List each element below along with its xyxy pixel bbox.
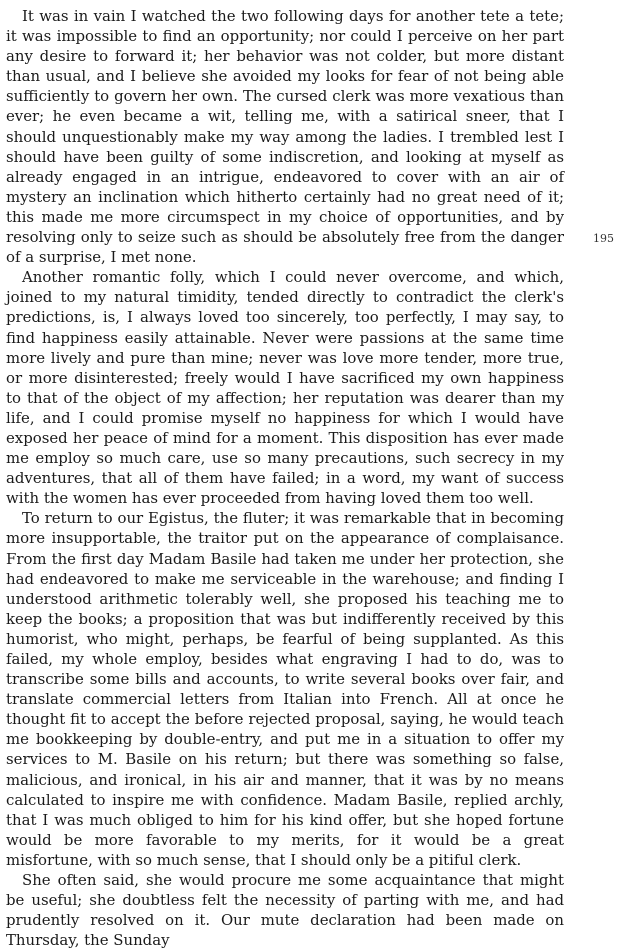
page-number: 195	[593, 232, 614, 245]
paragraph-3: To return to our Egistus, the fluter; it was remarkable that in becoming more insupportable, the traitor put on the appearance of complaisance. From the first day Madam Basile had taken me under her protection, she had endeavored to make me serviceable in the warehouse; and finding I understood arithmetic tolerably well, she proposed his teaching me to keep the books; a proposition that was but indifferently received by this humorist, who might, perhaps, be fearful of being supplanted. As this failed, my whole employ, besides what engraving I had to do, was to transcribe some bills and accounts, to write several books over fair, and translate commercial letters from Italian into French. All at once he thought fit to accept the before rejected proposal, saying, he would teach me bookkeeping by double-entry, and put me in a situation to offer my services to M. Basile on his return; but there was something so false, malicious, and ironical, in his air and manner, that it was by no means calculated to inspire me with confidence. Madam Basile, replied archly, that I was much obliged to him for his kind offer, but she hoped fortune would be more favorable to my merits, for it would be a great misfortune, with so much sense, that I should only be a pitiful clerk.	[6, 509, 564, 869]
paragraph-2: Another romantic folly, which I could never overcome, and which, joined to my natural timidity, tended directly to contradict the clerk's predictions, is, I always loved too sincerely, too perfectly, I may say, to find happiness easily attainable. Never were passions at the same time more lively and pure than mine; never was love more tender, more true, or more disinterested; freely would I have sacrificed my own happiness to that of the object of my affection; her reputation was dearer than my life, and I could promise myself no happiness for which I would have exposed her peace of mind for a moment. This disposition has ever made me employ so much care, use so many precautions, such secrecy in my adventures, that all of them have failed; in a word, my want of success with the women has ever proceeded from having loved them too well.	[6, 268, 564, 508]
body-text	[6, 6, 564, 950]
paragraph-1: It was in vain I watched the two following days for another tete a tete; it was impossible to find an opportunity; nor could I perceive on her part any desire to forward it; her behavior was not colder, but more distant than usual, and I believe she avoided my looks for fear of not being able sufficiently to govern her own. The cursed clerk was more vexatious than ever; he even became a wit, telling me, with a satirical sneer, that I should unquestionably make my way among the ladies. I trembled lest I should have been guilty of some indiscretion, and looking at myself as already engaged in an intrigue, endeavored to cover with an air of mystery an inclination which hitherto certainly had no great need of it; this made me more circumspect in my choice of opportunities, and by resolving only to seize such as should be absolutely free from the danger of a surprise, I met none.	[6, 7, 564, 267]
paragraph-4: She often said, she would procure me some acquaintance that might be useful; she doubtless felt the necessity of parting with me, and had prudently resolved on it. Our mute declaration had been made on Thursday, the Sunday	[6, 871, 564, 950]
